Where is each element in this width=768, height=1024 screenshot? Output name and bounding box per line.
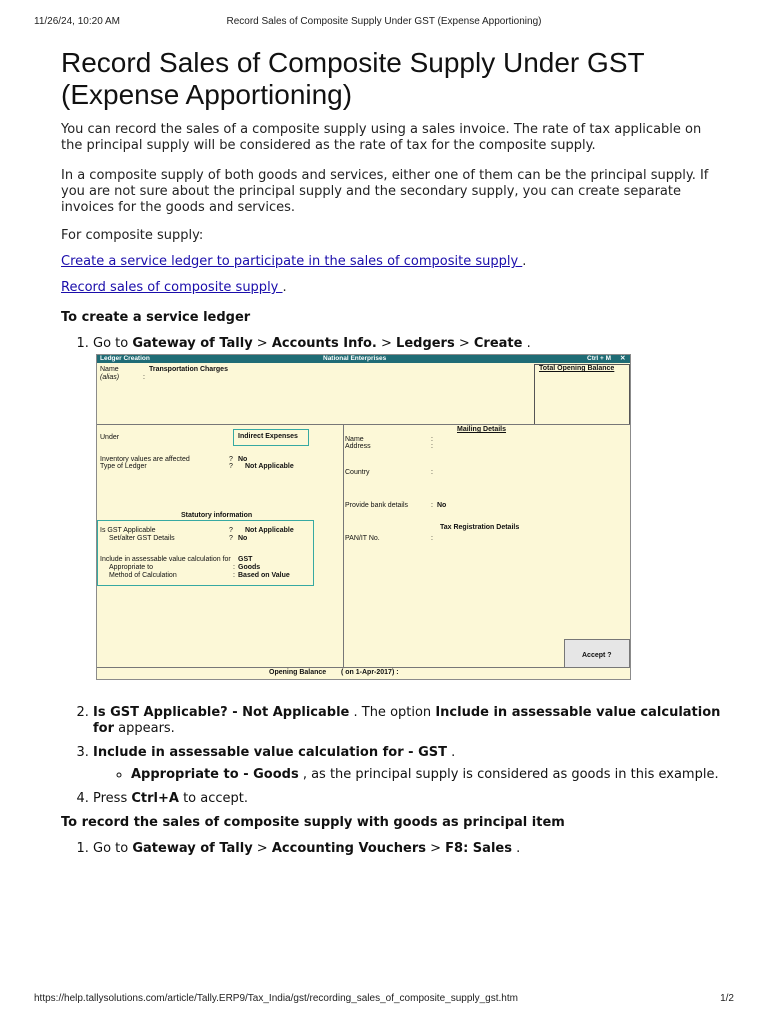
- print-header: [34, 16, 734, 30]
- list-item: 2. Is GST Applicable? - Not Applicable . The option Include in assessable value calculation for appears.: [93, 705, 721, 737]
- list-item: 1. Go to Gateway of Tally > Accounts Info. > Ledgers > Create .: [93, 336, 721, 352]
- question-mark: ?: [229, 527, 233, 534]
- composite-supply-label: For composite supply:: [61, 228, 204, 243]
- tax-registration-header: Tax Registration Details: [440, 524, 520, 531]
- opening-balance-header: Total Opening Balance: [539, 365, 615, 372]
- tally-window-title: Ledger Creation: [100, 355, 150, 362]
- tally-appropriate-label: Appropriate to: [109, 564, 153, 571]
- section-heading-service-ledger: To create a service ledger: [61, 310, 251, 325]
- tally-gst-applicable-label: Is GST Applicable: [100, 527, 156, 534]
- tally-include-value[interactable]: GST: [238, 556, 253, 563]
- tally-name-label: Name: [100, 366, 119, 373]
- period: .: [522, 254, 527, 269]
- opening-balance-bar: [97, 667, 630, 679]
- colon: :: [431, 502, 433, 509]
- steps-list-1-continued: [61, 705, 721, 807]
- tally-titlebar: [97, 355, 630, 363]
- print-url: https://help.tallysolutions.com/article/Tally.ERP9/Tax_India/gst/recording_sales_of_composite_supply_gst.htm: [34, 993, 518, 1004]
- tally-include-label: Include in assessable value calculation for: [100, 556, 231, 563]
- tally-bank-label: Provide bank details: [345, 502, 409, 509]
- opening-balance-panel: [534, 364, 630, 425]
- colon: :: [143, 374, 145, 381]
- page-number: 1/2: [720, 993, 734, 1004]
- mailing-header: Mailing Details: [457, 426, 507, 433]
- colon: :: [431, 436, 433, 443]
- print-datetime: 11/26/24, 10:20 AM: [34, 16, 120, 27]
- tally-shortcut: Ctrl + M: [587, 355, 612, 362]
- list-item: 3. Include in assessable value calculation for - GST . ◦ Appropriate to - Goods , as the principal supply is considered as goods in this example.: [93, 745, 721, 783]
- statutory-header: Statutory information: [181, 512, 253, 519]
- question-mark: ?: [229, 456, 233, 463]
- ledger-creation-screenshot: [96, 354, 631, 680]
- opening-balance-date: ( on 1-Apr-2017) :: [341, 669, 399, 676]
- accept-label: Accept ?: [582, 652, 612, 659]
- tally-setalter-value[interactable]: No: [238, 535, 248, 542]
- tally-company-name: National Enterprises: [323, 355, 387, 362]
- create-service-ledger-link[interactable]: Create a service ledger to participate in the sales of composite supply: [61, 254, 523, 269]
- tally-setalter-label: Set/alter GST Details: [109, 535, 175, 542]
- question-mark: ?: [229, 535, 233, 542]
- tally-appropriate-value[interactable]: Goods: [238, 564, 261, 571]
- tally-method-value[interactable]: Based on Value: [238, 572, 290, 579]
- link-paragraph-2: [61, 280, 721, 296]
- tally-inventory-label: Inventory values are affected: [100, 456, 190, 463]
- tally-pan-label: PAN/IT No.: [345, 535, 380, 542]
- sub-list: [93, 767, 721, 783]
- tally-method-label: Method of Calculation: [109, 572, 177, 579]
- list-item: ◦ Appropriate to - Goods , as the principal supply is considered as goods in this example.: [131, 767, 721, 783]
- tally-type-value[interactable]: Not Applicable: [245, 463, 294, 470]
- intro-paragraph: You can record the sales of a composite supply using a sales invoice. The rate of tax applicable on the principal supply will be considered as the rate of tax for the composite supply.: [61, 122, 702, 153]
- steps-list-2: [61, 841, 721, 857]
- tally-bank-value[interactable]: No: [437, 502, 447, 509]
- opening-balance-label: Opening Balance: [269, 669, 327, 676]
- colon: :: [233, 572, 235, 579]
- tally-under-label: Under: [100, 434, 120, 441]
- print-footer: [34, 993, 734, 1007]
- print-title: Record Sales of Composite Supply Under GST (Expense Apportioning): [226, 16, 542, 27]
- vertical-divider: [343, 425, 344, 667]
- colon: :: [233, 564, 235, 571]
- close-icon[interactable]: ✕: [620, 355, 626, 362]
- tally-inventory-value[interactable]: No: [238, 456, 248, 463]
- tally-address-label: Address: [345, 443, 371, 450]
- tally-name-value[interactable]: Transportation Charges: [149, 366, 228, 373]
- list-item: 4. Press Ctrl+A to accept.: [93, 791, 721, 807]
- colon: :: [431, 535, 433, 542]
- principal-supply-paragraph: In a composite supply of both goods and services, either one of them can be the principal supply. If you are not sure about the principal supply and the secondary supply, you can create separate invoices for the goods and services.: [61, 168, 709, 215]
- list-item: 1. Go to Gateway of Tally > Accounting Vouchers > F8: Sales .: [93, 841, 721, 857]
- steps-list-1: [61, 336, 721, 352]
- question-mark: ?: [229, 463, 233, 470]
- tally-under-value[interactable]: Indirect Expenses: [238, 433, 298, 440]
- colon: :: [431, 469, 433, 476]
- divider: [97, 424, 630, 425]
- section-heading-record-sales: To record the sales of composite supply with goods as principal item: [61, 815, 565, 830]
- tally-country-label: Country: [345, 469, 370, 476]
- tally-mail-name-label: Name: [345, 436, 364, 443]
- colon: :: [431, 443, 433, 450]
- tally-type-label: Type of Ledger: [100, 463, 147, 470]
- page-title: Record Sales of Composite Supply Under GST (Expense Apportioning): [61, 47, 645, 110]
- tally-alias-label: (alias): [100, 374, 120, 381]
- record-sales-link[interactable]: Record sales of composite supply: [61, 280, 283, 295]
- link-paragraph-1: [61, 254, 721, 270]
- tally-gst-applicable-value[interactable]: Not Applicable: [245, 527, 294, 534]
- period: .: [282, 280, 287, 295]
